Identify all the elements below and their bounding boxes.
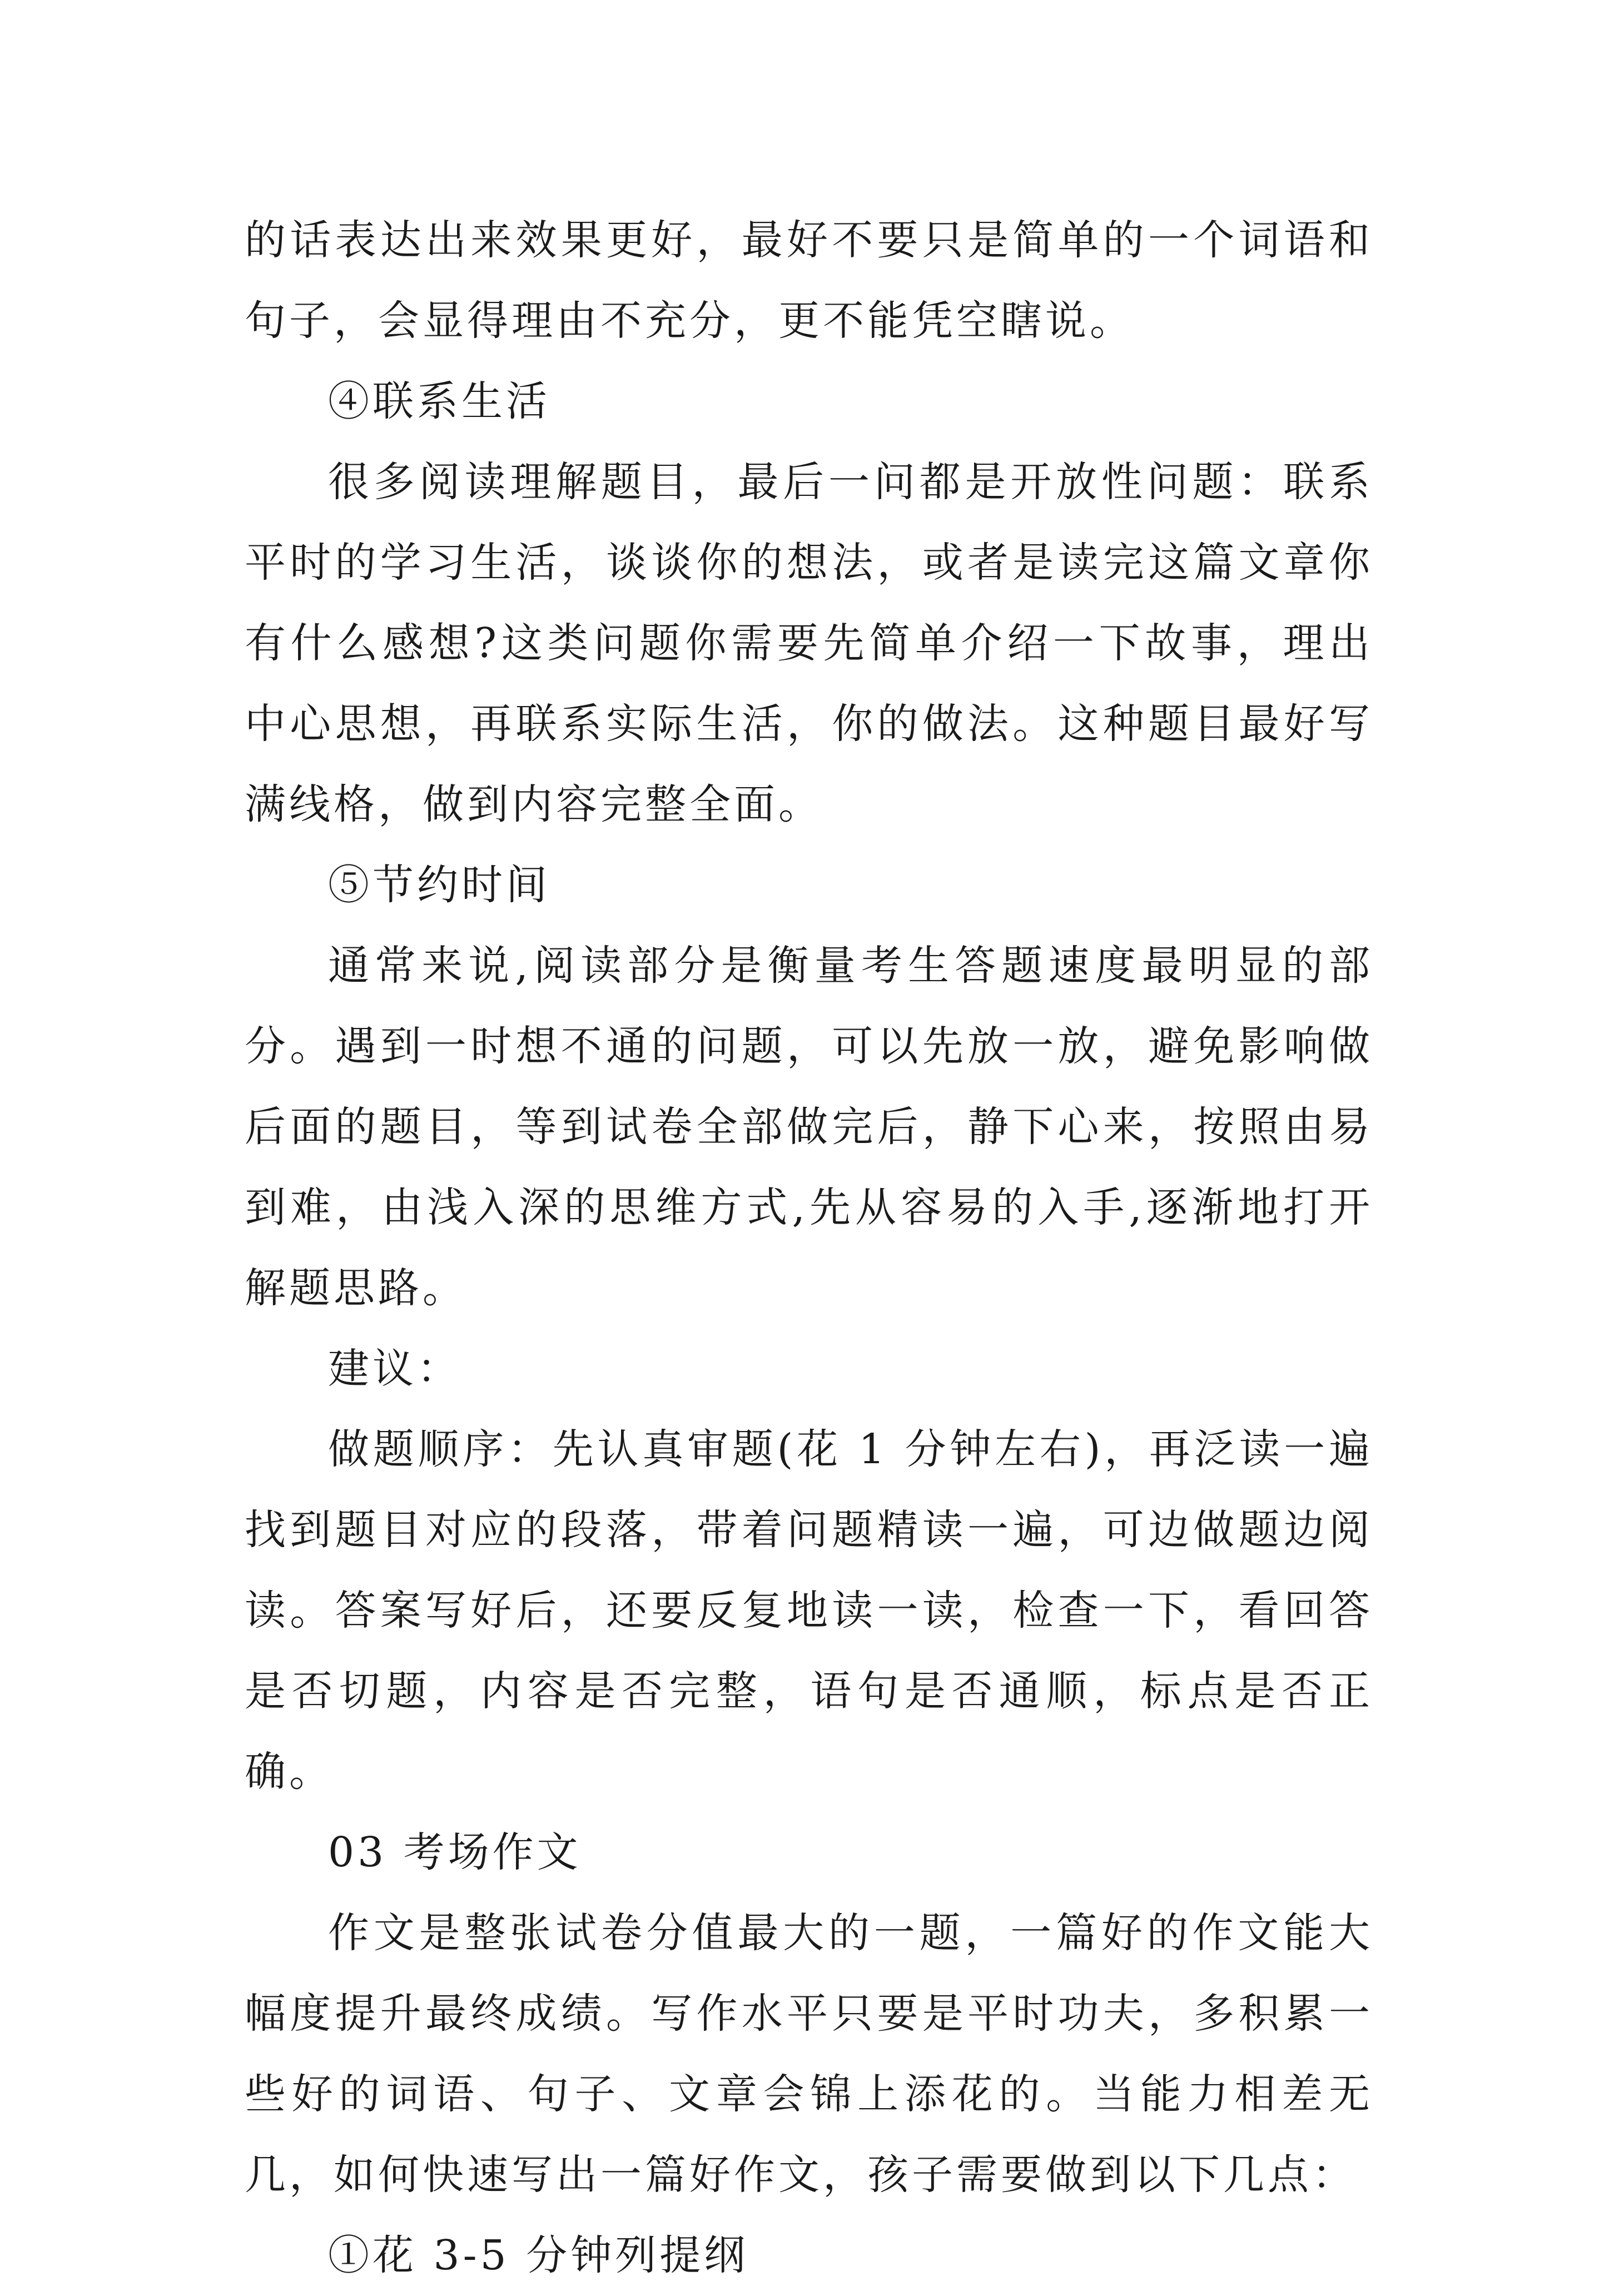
paragraph-answer-order: 做题顺序：先认真审题(花 1 分钟左右)，再泛读一遍找到题目对应的段落，带着问题精读一遍，可边做题边阅读。答案写好后，还要反复地读一读，检查一下，看回答是否切题，内容是否完整，语句是否通顺，标点是否正确。: [245, 1425, 1373, 1796]
heading-suggestion: 建议：: [328, 1345, 461, 1393]
heading-exam-essay: 03 考场作文: [328, 1828, 582, 1876]
paragraph-reading-speed: 通常来说,阅读部分是衡量考生答题速度最明显的部分。遇到一时想不通的问题，可以先放一放，避免影响做后面的题目，等到试卷全部做完后，静下心来，按照由易到难，由浅入深的思维方式,先从容易的入手,逐渐地打开解题思路。: [245, 942, 1373, 1312]
heading-outline: ①花 3-5 分钟列提纲: [328, 2232, 749, 2279]
document-body: [245, 200, 1373, 2296]
heading-save-time: ⑤节约时间: [328, 861, 550, 909]
paragraph-continuation: 的话表达出来效果更好，最好不要只是简单的一个词语和句子，会显得理由不充分，更不能凭空瞎说。: [245, 216, 1373, 345]
heading-connect-life: ④联系生活: [328, 377, 550, 425]
paragraph-open-questions: 很多阅读理解题目，最后一问都是开放性问题：联系平时的学习生活，谈谈你的想法，或者是读完这篇文章你有什么感想?这类问题你需要先简单介绍一下故事，理出中心思想，再联系实际生活，你的做法。这种题目最好写满线格，做到内容完整全面。: [245, 458, 1373, 828]
paragraph-essay-intro: 作文是整张试卷分值最大的一题，一篇好的作文能大幅度提升最终成绩。写作水平只要是平时功夫，多积累一些好的词语、句子、文章会锦上添花的。当能力相差无几，如何快速写出一篇好作文，孩子需要做到以下几点：: [245, 1909, 1373, 2199]
